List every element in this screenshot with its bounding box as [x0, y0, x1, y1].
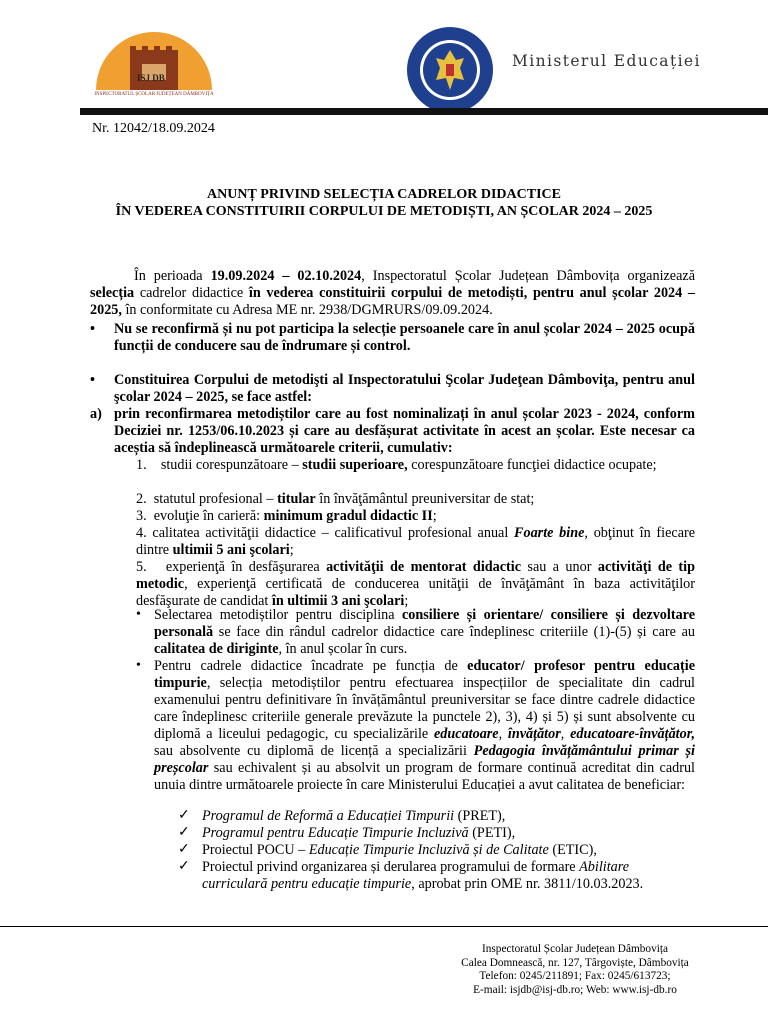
checkmark-icon: ✓ — [178, 859, 190, 874]
registration-number: Nr. 12042/18.09.2024 — [92, 121, 215, 136]
criterion-5: 5. experienţă în desfăşurarea activităţii de mentorat didactic sau a unor activităţi de tip metodic, experienţă certificată de conducerea unităţii de învăţământ în baza activităţilor desfăşurate de candidat în ultimii 3 ani şcolari; — [136, 559, 695, 609]
intro-paragraph: În perioada 19.09.2024 – 02.10.2024, Inspectoratul Școlar Județean Dâmbovița organizează selecția cadrelor didactice în vederea constituirii corpului de metodiști, pentru anul școlar 2024 – 2025, în conformitate cu Adresa ME nr. 2938/DGMRURS/09.09.2024. — [90, 268, 696, 318]
subpoint-counseling: • Selectarea metodiștilor pentru disciplina consiliere și orientare/ consiliere și dezvoltare personală se face din rândul cadrelor didactice care îndeplinesc criteriile (1)-(5) și care au calitatea de diriginte, în anul școlar în curs. — [136, 607, 695, 657]
footer-address: Calea Domnească, nr. 127, Târgoviște, Dâmbovița — [461, 956, 689, 969]
criterion-4: 4. calitatea activităţii didactice – calificativul profesional anual Foarte bine, obţinut în fiecare dintre ultimii 5 ani şcolari; — [136, 525, 696, 558]
point-a-marker: a) — [90, 406, 102, 422]
announcement-title — [60, 186, 708, 220]
project-peti: ✓ Programul pentru Educație Timpurie Incluzivă (PETI), — [178, 825, 516, 841]
project-curricular-training: ✓ Proiectul privind organizarea și derularea programului de formare Abilitare curriculară pentru educație timpurie, aprobat prin OME nr. 3811/10.03.2023. — [178, 859, 644, 892]
subpoint-early-education: • Pentru cadrele didactice încadrate pe funcția de educator/ profesor pentru educație timpurie, selecția metodiștilor pentru efectuarea inspecțiilor de specialitate din cadrul examenului pentru definitivare în învățământul preuniversitar se face dintre cadrele didactice care îndeplinesc criteriile generale prevăzute la punctele 2), 3), 4) și 5) și sunt absolvente cu diplomă a liceului pedagogic, cu specializările educatoare, învățător, educatoare-învățător, sau absolvente cu diplomă de licență a specializării Pedagogia învățământului primar și preșcolar sau echivalent și au absolvit un program de formare continuă acreditat din cadrul unuia dintre următoarele proiecte în care Ministerului Educației a avut calitatea de beneficiar: — [136, 658, 695, 793]
isj-logo — [92, 28, 216, 104]
title-line-2: ÎN VEDEREA CONSTITUIRII CORPULUI DE METODIȘTI, AN ȘCOLAR 2024 – 2025 — [115, 204, 653, 219]
criterion-1: 1. studii corespunzătoare – studii superioare, corespunzătoare funcţiei didactice ocupate; — [136, 457, 657, 473]
isj-logo-text: ISJ DB — [137, 73, 165, 83]
ministry-name: Ministerul Educației — [512, 52, 701, 70]
bullet-icon: • — [136, 607, 141, 622]
isj-logo-caption: INSPECTORATUL ȘCOLAR JUDEȚEAN DÂMBOVIȚA — [94, 92, 214, 97]
footer-email: E-mail: isjdb@isj-db.ro; Web: www.isj-db.ro — [473, 983, 677, 996]
footer-contact — [440, 943, 710, 997]
criterion-2: 2. statutul profesional – titular în învăţământul preuniversitar de stat; — [136, 491, 535, 507]
footer-institution: Inspectoratul Școlar Județean Dâmbovița — [481, 943, 669, 955]
checkmark-icon: ✓ — [178, 825, 190, 840]
project-pret: ✓ Programul de Reformă a Educației Timpurii (PRET), — [178, 808, 506, 824]
bullet-exclusion: • Nu se reconfirmă și nu pot participa la selecție persoanele care în anul școlar 2024 – 2025 ocupă funcții de conducere sau de îndrumare și control. — [90, 321, 695, 354]
criterion-3: 3. evoluţie în carieră: minimum gradul didactic II; — [136, 508, 437, 524]
point-a: a) prin reconfirmarea metodiștilor care au fost nominalizați în anul școlar 2023 - 2024, conform Deciziei nr. 1253/06.10.2023 și care au desfășurat activitate în acest an școlar. Este necesar ca aceștia să îndeplinească următoarele criterii, cumulativ: — [90, 406, 695, 456]
bullet-icon: • — [136, 658, 141, 673]
footer-divider — [0, 926, 768, 927]
bullet-constitution: • Constituirea Corpului de metodişti al Inspectoratului Şcolar Judeţean Dâmboviţa, pentru anul şcolar 2024 – 2025, se face astfel: — [90, 372, 695, 405]
bullet-icon: • — [90, 372, 95, 388]
project-etic: ✓ Proiectul POCU – Educație Timpurie Incluzivă și de Calitate (ETIC), — [178, 842, 597, 858]
bullet-icon: • — [90, 321, 95, 337]
checkmark-icon: ✓ — [178, 842, 190, 857]
checkmark-icon: ✓ — [178, 808, 190, 823]
footer-phone: Telefon: 0245/211891; Fax: 0245/613723; — [479, 970, 671, 983]
header-divider — [80, 108, 768, 115]
title-line-1: ANUNȚ PRIVIND SELECȚIA CADRELOR DIDACTICE — [207, 187, 561, 202]
government-seal-icon — [406, 26, 494, 114]
